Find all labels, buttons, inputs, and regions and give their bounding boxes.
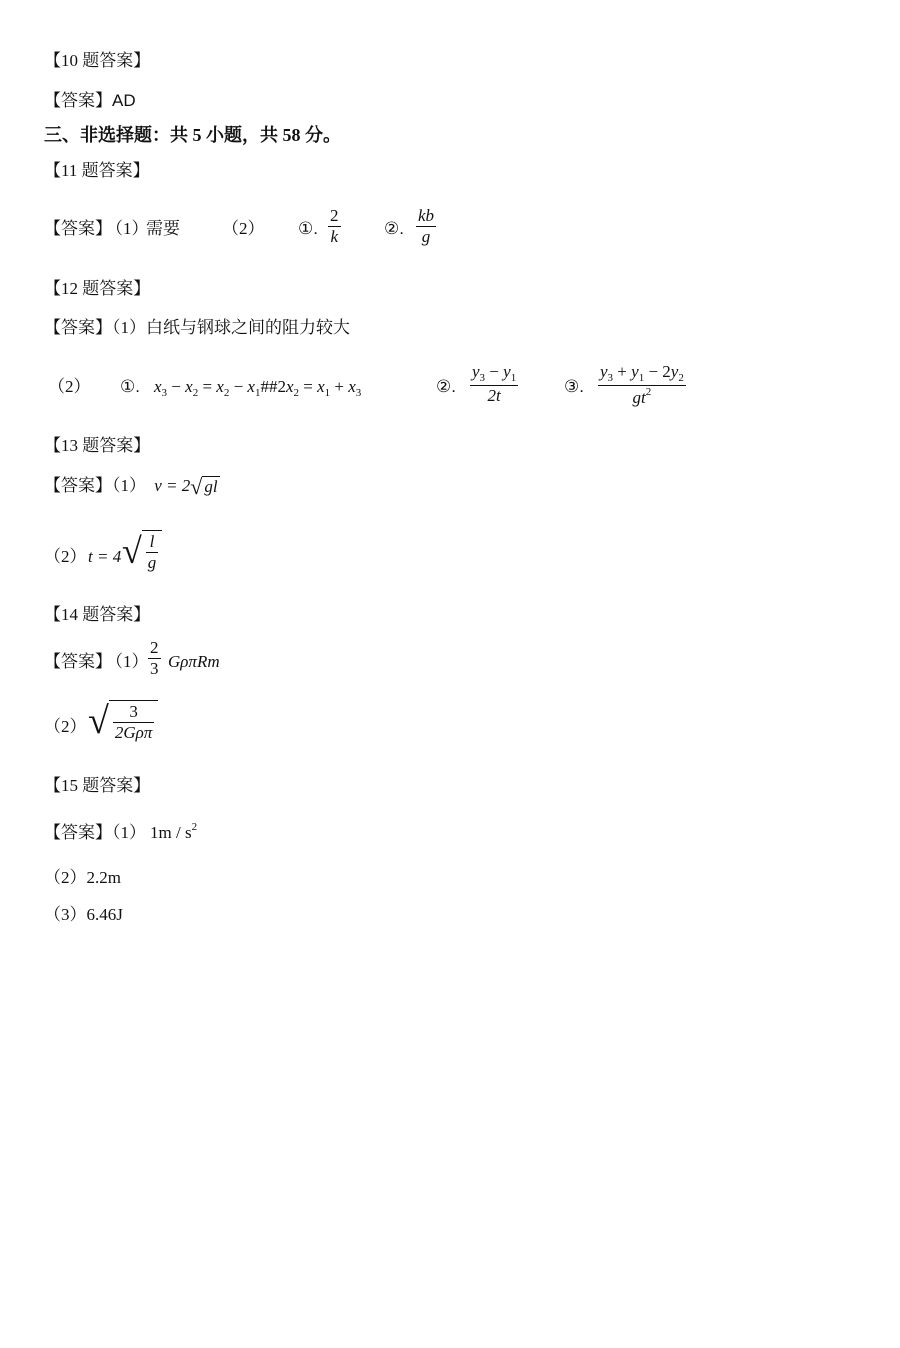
fraction	[326, 206, 343, 246]
answer-value: AD	[112, 91, 136, 110]
part-label: （2）	[44, 547, 87, 566]
q15-answer-2	[44, 869, 121, 886]
section-title-text: 分。	[300, 125, 341, 145]
section-title-text: 三、非选择题：共	[44, 125, 193, 145]
denominator: g	[147, 552, 157, 572]
q12-header: 【12 题答案】	[44, 279, 151, 298]
part-label: （1）	[112, 318, 146, 337]
numerator: 3	[113, 702, 154, 723]
numerator: l	[146, 532, 159, 553]
part-label: （1）	[112, 475, 146, 495]
choice-marker: ①.	[298, 219, 318, 238]
part-answer: 6.46J	[86, 905, 123, 924]
part-label: （1）	[106, 219, 149, 238]
separator: ##	[260, 377, 278, 396]
answer-label: 【答案】	[44, 475, 112, 495]
fraction	[414, 206, 438, 246]
q14-header: 【14 题答案】	[44, 605, 151, 624]
equation-lhs: v = 2	[154, 475, 191, 495]
q15-answer-3	[44, 906, 123, 923]
denominator: 3	[150, 658, 159, 678]
fraction: $\frac{y_3 + y_1 - 2y_2}{gt^2}$	[600, 362, 684, 407]
sqrt: √ gl	[190, 474, 218, 499]
expression: GρπRm	[168, 652, 220, 671]
exponent: 2	[191, 821, 198, 833]
part-label: （2）	[222, 219, 265, 238]
q10-header: 【10 题答案】	[44, 51, 151, 70]
denominator: 2Gρπ	[114, 722, 153, 742]
denominator: k	[330, 226, 339, 246]
choice-marker: ②.	[436, 377, 456, 396]
q13-answer-1	[44, 476, 220, 498]
part-label: （1）	[106, 652, 149, 671]
section-title-text: 小题，共	[201, 125, 283, 145]
numerator: 2	[330, 206, 339, 225]
q13-header: 【13 题答案】	[44, 436, 151, 455]
part-label: （2）	[44, 717, 87, 736]
question-count: 5	[192, 125, 202, 145]
part-label: （2）	[48, 377, 91, 396]
q15-header: 【15 题答案】	[44, 776, 151, 795]
coefficient: 2	[277, 377, 286, 396]
choice-marker: ③.	[564, 377, 584, 396]
fraction: $\frac{y_3 - y_1}{2t}$	[472, 362, 517, 405]
part-label: （2）	[44, 868, 87, 887]
choice-marker: ②.	[384, 219, 404, 238]
fraction	[146, 638, 163, 678]
numerator: kb	[418, 206, 435, 225]
numerator: 2	[150, 638, 159, 657]
part-answer: 白纸与钢球之间的阻力较大	[146, 318, 350, 337]
part-answer: 2.2m	[86, 868, 121, 887]
denominator: g	[421, 226, 431, 246]
part-answer: 1m / s	[150, 823, 192, 842]
sqrt: √ $\frac{l}{g}$	[122, 530, 162, 572]
answer-label: 【答案】	[44, 823, 112, 842]
q10-answer	[44, 92, 136, 109]
part-answer: 需要	[146, 219, 180, 238]
radicand: gl	[204, 477, 218, 496]
q15-answer-1	[44, 822, 197, 841]
answer-label: 【答案】	[44, 652, 112, 671]
part-label: （3）	[44, 905, 87, 924]
equation: $x_3 - x_2 = x_2$ − $x_1\#\#2x_2 = x_1 + x_3$	[154, 377, 362, 399]
answer-label: 【答案】	[44, 318, 112, 337]
q12-answer-1	[44, 319, 350, 336]
answer-label: 【答案】	[44, 91, 112, 110]
answer-label: 【答案】	[44, 219, 112, 238]
total-points: 58	[282, 125, 301, 145]
part-label: （1）	[112, 823, 146, 842]
sqrt: √ $\frac{3}{\text{2Gρπ}}$	[88, 700, 158, 742]
q11-header: 【11 题答案】	[44, 161, 150, 180]
equation-lhs: t = 4	[88, 547, 122, 566]
denominator: 2t	[487, 385, 501, 405]
choice-marker: ①.	[120, 377, 140, 396]
denominator: gt	[632, 387, 646, 407]
section3-title	[44, 126, 341, 144]
